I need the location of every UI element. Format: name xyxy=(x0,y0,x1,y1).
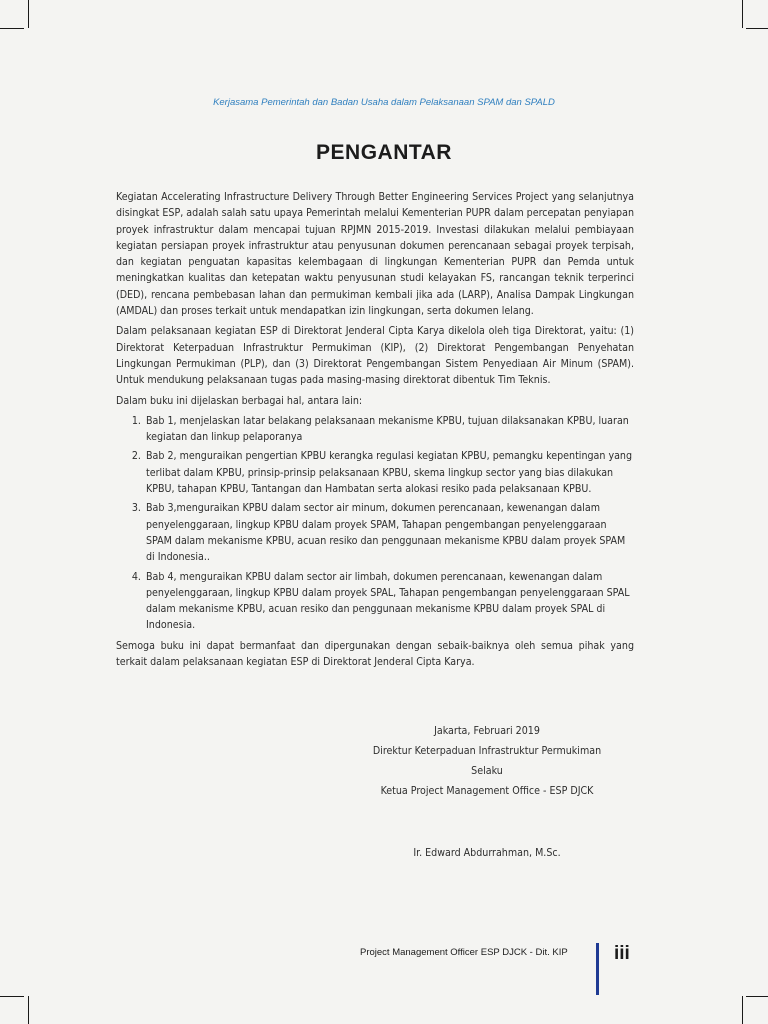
paragraph-directorates: Dalam pelaksanaan kegiatan ESP di Direktorat Jenderal Cipta Karya dikelola oleh tiga Direktorat, yaitu: (1) Direktorat Keterpaduan Infrastruktur Permukiman (KIP), (2) Direktorat Pengembangan Penyehatan Lingkungan Permukiman (PLP), dan (3) Direktorat Pengembangan Sistem Penyediaan Air Minum (SPAM). Untuk mendukung pelaksanaan tugas pada masing-masing direktorat dibentuk Tim Teknis. xyxy=(116,325,634,387)
crop-mark-bottom-left-vertical xyxy=(28,996,29,1024)
signature-role: Ketua Project Management Office - ESP DJCK xyxy=(380,785,594,797)
footer-accent-bar xyxy=(596,943,599,995)
crop-mark-bottom-right-horizontal xyxy=(746,996,768,997)
signature-name: Ir. Edward Abdurrahman, M.Sc. xyxy=(413,847,561,859)
list-item: 1. Bab 1, menjelaskan latar belakang pelaksanaan mekanisme KPBU, tujuan dilaksanakan KPBU, luaran kegiatan dan linkup pelaporanya xyxy=(144,413,634,446)
running-header: Kerjasama Pemerintah dan Badan Usaha dalam Pelaksanaan SPAM dan SPALD xyxy=(213,97,555,108)
page-title: PENGANTAR xyxy=(316,141,452,164)
signature-block xyxy=(290,721,684,863)
signature-selaku: Selaku xyxy=(471,765,503,777)
list-item: 2. Bab 2, menguraikan pengertian KPBU kerangka regulasi kegiatan KPBU, pemangku kepentingan yang terlibat dalam KPBU, prinsip-prinsip pelaksanaan KPBU, skema lingkup sector yang bias dilakukan KPBU, tahapan KPBU, Tantangan dan Hambatan serta alokasi resiko pada pelaksanaan KPBU. xyxy=(144,448,634,497)
page-number: iii xyxy=(614,943,630,964)
paragraph-book-contents: Dalam buku ini dijelaskan berbagai hal, antara lain: xyxy=(116,394,363,407)
signature-position: Direktur Keterpaduan Infrastruktur Permukiman xyxy=(372,745,602,757)
crop-mark-top-left-vertical xyxy=(28,0,29,28)
crop-mark-top-right-horizontal xyxy=(746,28,768,29)
paragraph-closing: Semoga buku ini dapat bermanfaat dan dipergunakan dengan sebaik-baiknya oleh semua pihak yang terkait dalam pelaksanaan kegiatan ESP di Direktorat Jenderal Cipta Karya. xyxy=(116,639,634,669)
crop-mark-bottom-right-vertical xyxy=(742,996,743,1024)
list-item: 3. Bab 3,menguraikan KPBU dalam sector air minum, dokumen perencanaan, kewenangan dalam penyelenggaraan, lingkup KPBU dalam proyek SPAM, Tahapan pengembangan penyelenggaraan SPAM dalam mekanisme KPBU, acuan resiko dan penggunaan mekanisme KPBU dalam proyek SPAM di Indonesia.. xyxy=(144,500,634,565)
crop-mark-bottom-left-horizontal xyxy=(0,996,24,997)
list-item: 4. Bab 4, menguraikan KPBU dalam sector air limbah, dokumen perencanaan, kewenangan dalam penyelenggaraan, lingkup KPBU dalam proyek SPAL, Tahapan pengembangan penyelenggaraan SPAL dalam mekanisme KPBU, acuan resiko dan penggunaan mekanisme KPBU dalam proyek SPAL di Indonesia. xyxy=(144,569,634,634)
body-text xyxy=(116,189,634,674)
crop-mark-top-right-vertical xyxy=(742,0,743,28)
paragraph-intro: Kegiatan Accelerating Infrastructure Delivery Through Better Engineering Services Project yang selanjutnya disingkat ESP, adalah salah satu upaya Pemerintah melalui Kementerian PUPR dalam percepatan penyiapan proyek infrastruktur dalam mencapai tujuan RPJMN 2015-2019. Investasi dilakukan melalui pembiayaan kegiatan persiapan proyek infrastruktur atau penyusunan dokumen perencanaan sebagai proyek terpisah, dan kegiatan penguatan kapasitas kelembagaan di lingkungan Kementerian PUPR dan Pemda untuk meningkatkan kualitas dan ketepatan waktu penyusunan studi kelayakan FS, rancangan teknik terperinci (DED), rencana pembebasan lahan dan permukiman kembali jika ada (LARP), Analisa Dampak Lingkungan (AMDAL) dan proses terkait untuk mendapatkan izin lingkungan, serta dokumen lelang. xyxy=(116,191,634,318)
signature-place-date: Jakarta, Februari 2019 xyxy=(434,725,540,737)
footer-text: Project Management Officer ESP DJCK - Dit. KIP xyxy=(360,947,568,958)
crop-mark-top-left-horizontal xyxy=(0,28,24,29)
chapter-list xyxy=(116,413,634,634)
